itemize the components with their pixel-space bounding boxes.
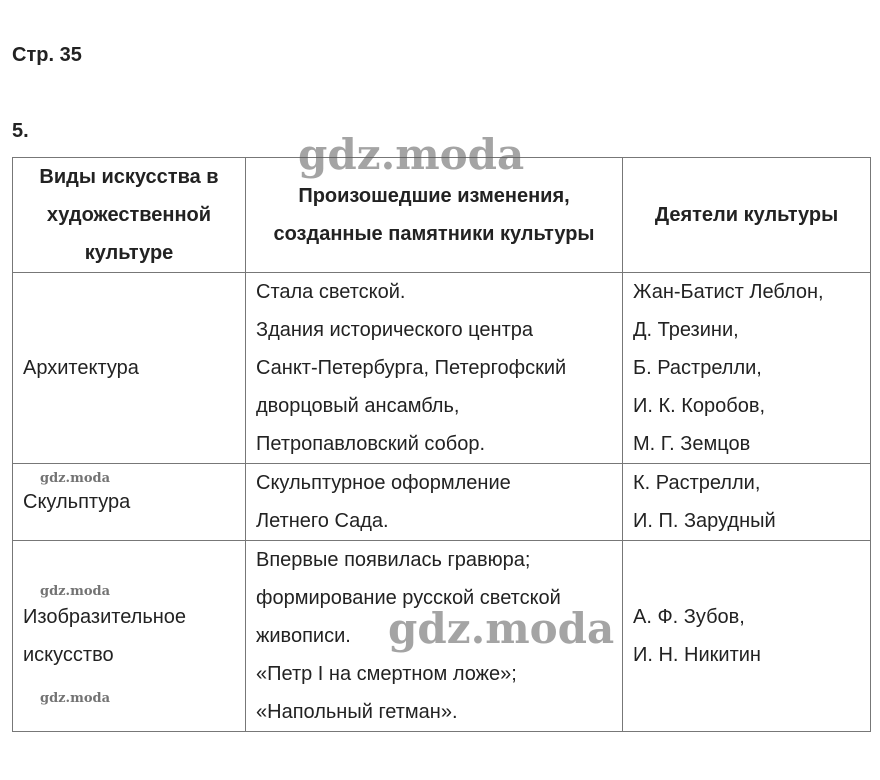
changes-line: Санкт-Петербурга, Петергофский bbox=[256, 357, 567, 379]
watermark-small: gdz.moda bbox=[40, 691, 111, 706]
header-line: художественной bbox=[46, 204, 212, 226]
header-changes bbox=[246, 158, 623, 273]
culture-table bbox=[12, 157, 871, 732]
changes-line: «Напольный гетман». bbox=[256, 701, 458, 723]
header-line: созданные памятники культуры bbox=[273, 223, 595, 245]
table-row bbox=[13, 464, 871, 541]
figures-cell bbox=[623, 273, 871, 464]
figure-name: М. Г. Земцов bbox=[633, 433, 751, 455]
watermark-small: gdz.moda bbox=[40, 584, 111, 599]
changes-line: живописи. bbox=[256, 625, 351, 647]
task-number: 5. bbox=[12, 120, 29, 142]
figure-name: И. К. Коробов, bbox=[633, 395, 766, 417]
figure-name: Жан-Батист Леблон, bbox=[633, 281, 824, 303]
watermark-large: gdz.moda bbox=[388, 604, 615, 653]
table-row bbox=[13, 273, 871, 464]
art-type-cell bbox=[13, 273, 246, 464]
page-reference: Стр. 35 bbox=[12, 44, 82, 66]
art-type-label: Архитектура bbox=[23, 357, 139, 379]
header-art-types bbox=[13, 158, 246, 273]
figure-name: Б. Растрелли, bbox=[633, 357, 762, 379]
changes-cell bbox=[246, 273, 623, 464]
watermark-small: gdz.moda bbox=[40, 471, 111, 486]
header-line: культуре bbox=[84, 242, 174, 264]
changes-line: дворцовый ансамбль, bbox=[256, 395, 460, 417]
changes-line: Здания исторического центра bbox=[256, 319, 533, 341]
art-type-label: Изобразительное bbox=[23, 606, 187, 628]
figure-name: А. Ф. Зубов, bbox=[633, 606, 745, 628]
table-header-row bbox=[13, 158, 871, 273]
changes-line: Впервые появилась гравюра; bbox=[256, 549, 531, 571]
art-type-cell bbox=[13, 541, 246, 732]
table-row bbox=[13, 541, 871, 732]
figure-name: И. Н. Никитин bbox=[633, 644, 761, 666]
changes-cell bbox=[246, 541, 623, 732]
changes-line: Стала светской. bbox=[256, 281, 406, 303]
changes-line: Петропавловский собор. bbox=[256, 433, 486, 455]
changes-line: формирование русской светской bbox=[256, 587, 561, 609]
art-type-label: искусство bbox=[23, 644, 114, 666]
figure-name: К. Растрелли, bbox=[633, 472, 761, 494]
header-line: Виды искусства в bbox=[39, 166, 219, 188]
figures-cell bbox=[623, 541, 871, 732]
changes-cell bbox=[246, 464, 623, 541]
changes-line: «Петр I на смертном ложе»; bbox=[256, 663, 517, 685]
watermark-large: gdz.moda bbox=[298, 130, 525, 179]
changes-line: Скульптурное оформление bbox=[256, 472, 511, 494]
art-type-label: Скульптура bbox=[23, 491, 131, 513]
changes-line: Летнего Сада. bbox=[256, 510, 389, 532]
header-line: Произошедшие изменения, bbox=[298, 185, 570, 207]
header-line: Деятели культуры bbox=[654, 204, 839, 226]
art-type-cell bbox=[13, 464, 246, 541]
figures-cell bbox=[623, 464, 871, 541]
figure-name: И. П. Зарудный bbox=[633, 510, 776, 532]
header-figures bbox=[623, 158, 871, 273]
figure-name: Д. Трезини, bbox=[633, 319, 739, 341]
